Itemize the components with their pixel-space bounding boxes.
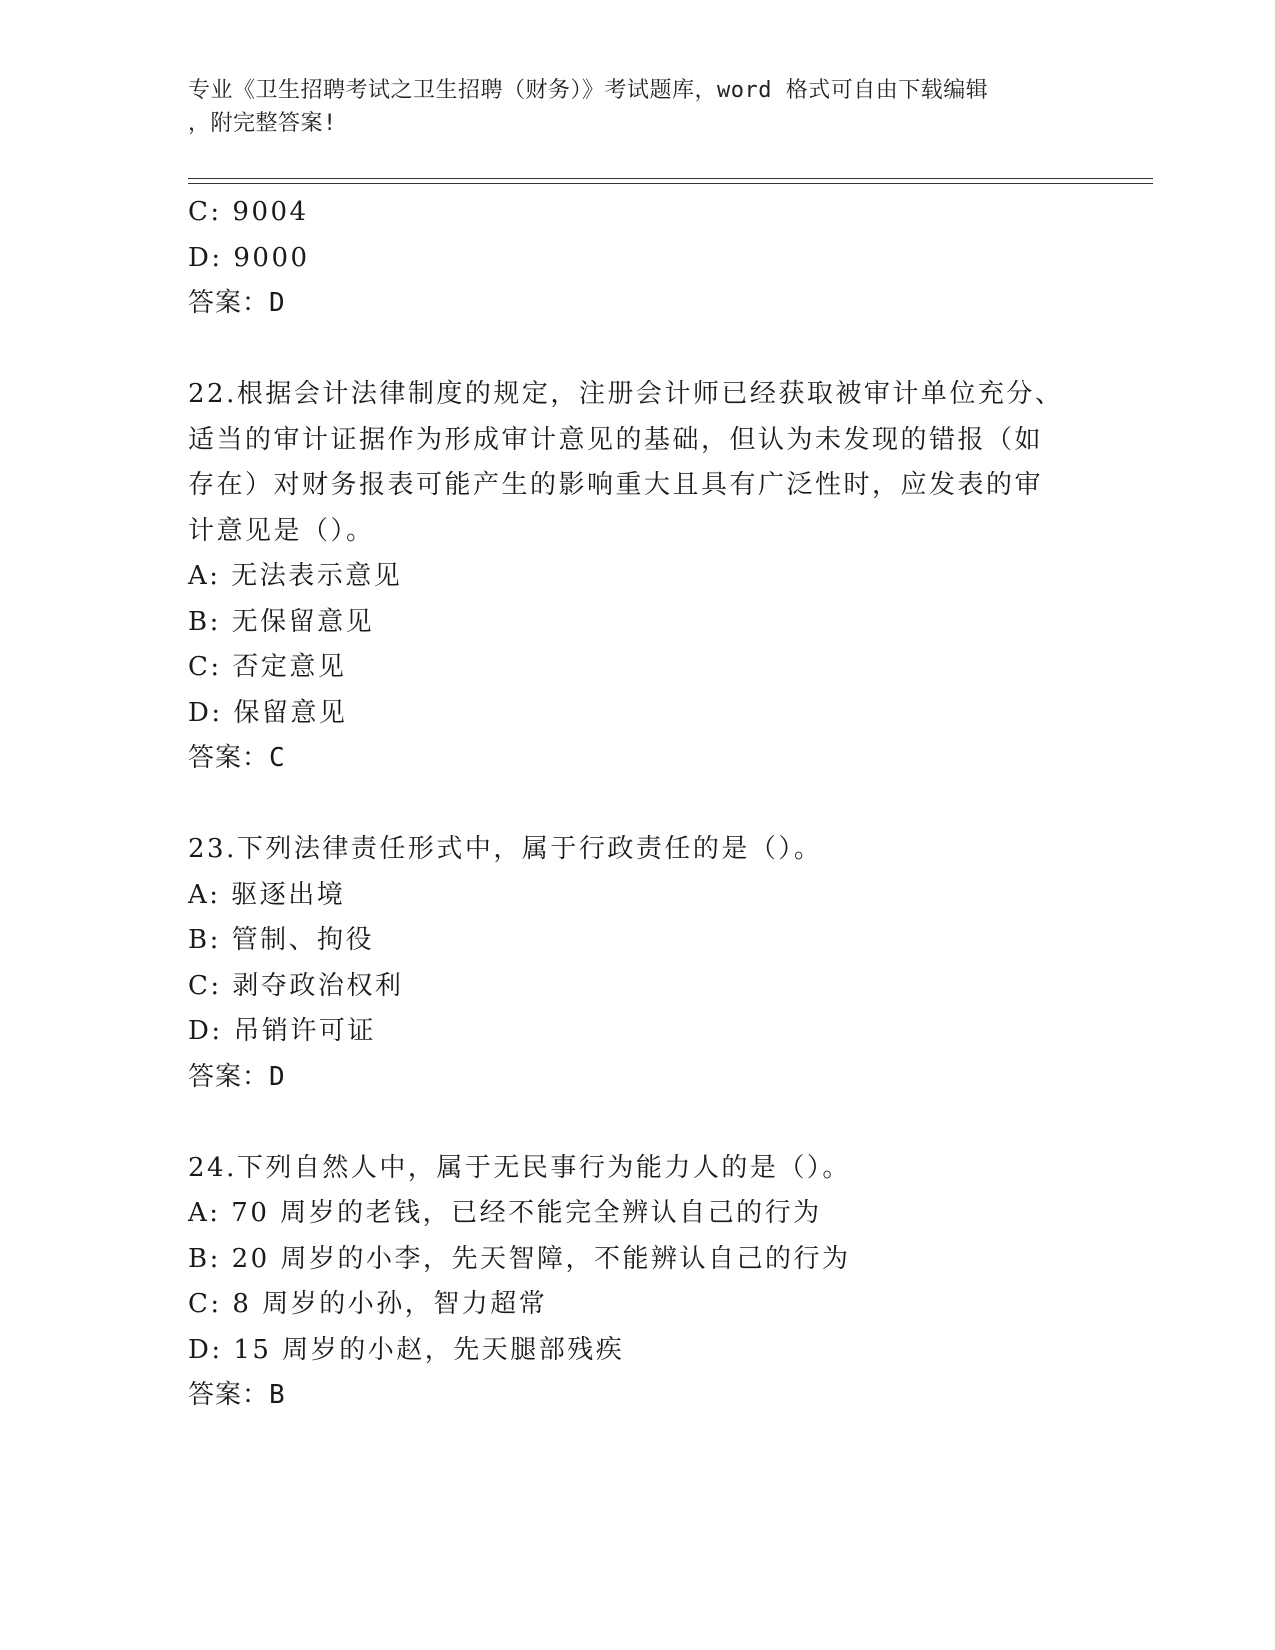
question-22 xyxy=(188,372,1088,782)
option-a: A: 无法表示意见 xyxy=(188,561,403,591)
question-stem-line: 计意见是（）。 xyxy=(188,515,375,546)
option-b: B: 无保留意见 xyxy=(188,606,375,637)
page-header xyxy=(188,74,1068,140)
answer-line xyxy=(188,1373,1088,1419)
answer-label: 答案： xyxy=(188,1380,270,1410)
answer-line xyxy=(188,281,1088,327)
spacer xyxy=(188,1100,1088,1146)
answer-label: 答案： xyxy=(188,1061,270,1092)
option-b: B: 管制、拘役 xyxy=(188,925,375,955)
question-stem-line: 22.根据会计法律制度的规定，注册会计师已经获取被审计单位充分、 xyxy=(188,379,1064,409)
option-c: C: 8 周岁的小孙，智力超常 xyxy=(188,1289,548,1319)
question-21-continued xyxy=(188,190,1088,327)
question-23 xyxy=(188,827,1088,1100)
question-stem-line: 存在）对财务报表可能产生的影响重大且具有广泛性时，应发表的审 xyxy=(188,470,1044,500)
option-d: D: 吊销许可证 xyxy=(188,1016,376,1046)
option-c: C: 否定意见 xyxy=(188,652,347,682)
option-a: A: 驱逐出境 xyxy=(188,879,346,910)
question-24 xyxy=(188,1146,1088,1419)
option-d: D: 保留意见 xyxy=(188,697,348,728)
answer-value: D xyxy=(269,1061,286,1092)
header-divider-top xyxy=(188,178,1153,179)
option-c: C: 剥夺政治权利 xyxy=(188,970,404,1001)
answer-value: B xyxy=(269,1380,286,1410)
spacer xyxy=(188,327,1088,373)
question-stem-line: 24.下列自然人中，属于无民事行为能力人的是（）。 xyxy=(188,1152,851,1183)
header-line-1: 专业《卫生招聘考试之卫生招聘（财务）》考试题库，word 格式可自由下载编辑 xyxy=(188,78,989,103)
question-stem-line: 23.下列法律责任形式中，属于行政责任的是（）。 xyxy=(188,834,823,864)
header-divider-bottom xyxy=(188,183,1153,184)
answer-value: D xyxy=(269,288,286,318)
option-d: D: 15 周岁的小赵，先天腿部残疾 xyxy=(188,1334,625,1365)
spacer xyxy=(188,782,1088,828)
question-content xyxy=(188,190,1088,1419)
option-a: A: 70 周岁的老钱，已经不能完全辨认自己的行为 xyxy=(188,1198,822,1228)
answer-label: 答案： xyxy=(188,743,270,773)
option-d: D: 9000 xyxy=(188,242,310,273)
answer-line xyxy=(188,1055,1088,1101)
option-b: B: 20 周岁的小李，先天智障，不能辨认自己的行为 xyxy=(188,1243,851,1274)
option-c: C: 9004 xyxy=(188,197,309,227)
answer-value: C xyxy=(269,743,286,773)
header-line-2: ，附完整答案! xyxy=(188,111,337,136)
answer-label: 答案： xyxy=(188,288,270,318)
answer-line xyxy=(188,736,1088,782)
question-stem-line: 适当的审计证据作为形成审计意见的基础，但认为未发现的错报（如 xyxy=(188,424,1044,455)
